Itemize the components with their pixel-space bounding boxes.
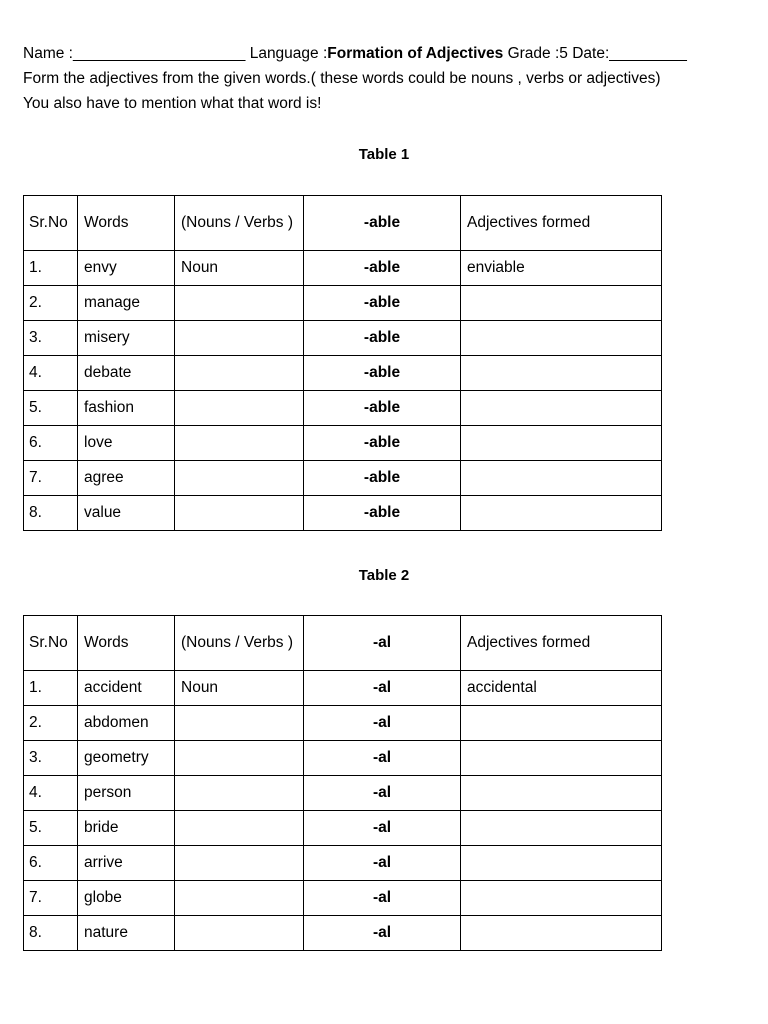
suffix-cell: -al (304, 741, 461, 776)
sr-no-cell: 6. (24, 846, 78, 881)
sr-no-cell: 8. (24, 916, 78, 951)
word-cell: arrive (78, 846, 175, 881)
adjective-cell[interactable] (461, 916, 662, 951)
sr-no-cell: 7. (24, 461, 78, 496)
table-header-row (24, 616, 662, 671)
column-header: Sr.No (24, 196, 78, 251)
column-header: Adjectives formed (461, 616, 662, 671)
sr-no-cell: 2. (24, 706, 78, 741)
sr-no-cell: 1. (24, 671, 78, 706)
suffix-cell: -able (304, 286, 461, 321)
word-type-cell[interactable] (175, 916, 304, 951)
word-cell: globe (78, 881, 175, 916)
suffix-cell: -al (304, 881, 461, 916)
word-cell: envy (78, 251, 175, 286)
adjective-cell[interactable] (461, 741, 662, 776)
adjective-cell[interactable]: accidental (461, 671, 662, 706)
adjective-cell[interactable]: enviable (461, 251, 662, 286)
table-2 (23, 615, 662, 951)
word-cell: value (78, 496, 175, 531)
word-cell: person (78, 776, 175, 811)
sr-no-cell: 5. (24, 391, 78, 426)
suffix-cell: -able (304, 356, 461, 391)
word-cell: nature (78, 916, 175, 951)
name-label: Name : (23, 45, 73, 62)
suffix-cell: -al (304, 916, 461, 951)
suffix-cell: -able (304, 426, 461, 461)
column-header: Words (78, 196, 175, 251)
table-row (24, 776, 662, 811)
word-cell: agree (78, 461, 175, 496)
sr-no-cell: 1. (24, 251, 78, 286)
table-1-caption: Table 1 (358, 146, 410, 163)
word-cell: debate (78, 356, 175, 391)
suffix-cell: -able (304, 391, 461, 426)
sr-no-cell: 3. (24, 741, 78, 776)
adjective-cell[interactable] (461, 811, 662, 846)
adjective-cell[interactable] (461, 846, 662, 881)
sr-no-cell: 8. (24, 496, 78, 531)
sr-no-cell: 2. (24, 286, 78, 321)
sr-no-cell: 5. (24, 811, 78, 846)
table-row (24, 846, 662, 881)
word-cell: abdomen (78, 706, 175, 741)
suffix-cell: -able (304, 496, 461, 531)
suffix-cell: -al (304, 706, 461, 741)
word-cell: fashion (78, 391, 175, 426)
table-row (24, 706, 662, 741)
word-cell: accident (78, 671, 175, 706)
word-type-cell[interactable]: Noun (175, 251, 304, 286)
suffix-cell: -able (304, 461, 461, 496)
word-type-cell[interactable]: Noun (175, 671, 304, 706)
sr-no-cell: 7. (24, 881, 78, 916)
word-type-cell[interactable] (175, 741, 304, 776)
name-blank: ____________________ (72, 45, 246, 62)
column-header: (Nouns / Verbs ) (175, 196, 304, 251)
word-cell: manage (78, 286, 175, 321)
suffix-cell: -al (304, 846, 461, 881)
table-row (24, 671, 662, 706)
column-header: (Nouns / Verbs ) (175, 616, 304, 671)
suffix-cell: -al (304, 671, 461, 706)
column-header: -al (304, 616, 461, 671)
table-row (24, 811, 662, 846)
date-label: Date: (567, 45, 610, 62)
word-type-cell[interactable] (175, 776, 304, 811)
column-header: Words (78, 616, 175, 671)
word-cell: love (78, 426, 175, 461)
sr-no-cell: 6. (24, 426, 78, 461)
suffix-cell: -al (304, 776, 461, 811)
word-type-cell[interactable] (175, 811, 304, 846)
instruction-line-2: You also have to mention what that word is! (23, 95, 322, 112)
column-header: Adjectives formed (461, 196, 662, 251)
table-row (24, 916, 662, 951)
adjective-cell[interactable] (461, 881, 662, 916)
adjective-cell[interactable] (461, 706, 662, 741)
table-2-caption: Table 2 (358, 567, 410, 584)
table-row (24, 741, 662, 776)
column-header: -able (304, 196, 461, 251)
worksheet-title: Formation of Adjectives (327, 45, 504, 62)
suffix-cell: -able (304, 321, 461, 356)
word-type-cell[interactable] (175, 846, 304, 881)
suffix-cell: -al (304, 811, 461, 846)
date-blank: _________ (609, 45, 687, 62)
word-type-cell[interactable] (175, 706, 304, 741)
word-cell: misery (78, 321, 175, 356)
suffix-cell: -able (304, 251, 461, 286)
table-row (24, 881, 662, 916)
word-cell: bride (78, 811, 175, 846)
sr-no-cell: 4. (24, 356, 78, 391)
sr-no-cell: 4. (24, 776, 78, 811)
instruction-line-1: Form the adjectives from the given words.( these words could be nouns , verbs or adjectives) (23, 70, 661, 87)
sr-no-cell: 3. (24, 321, 78, 356)
adjective-cell[interactable] (461, 776, 662, 811)
grade-label: Grade :5 (503, 45, 568, 62)
word-type-cell[interactable] (175, 881, 304, 916)
word-cell: geometry (78, 741, 175, 776)
column-header: Sr.No (24, 616, 78, 671)
language-label: Language : (245, 45, 328, 62)
